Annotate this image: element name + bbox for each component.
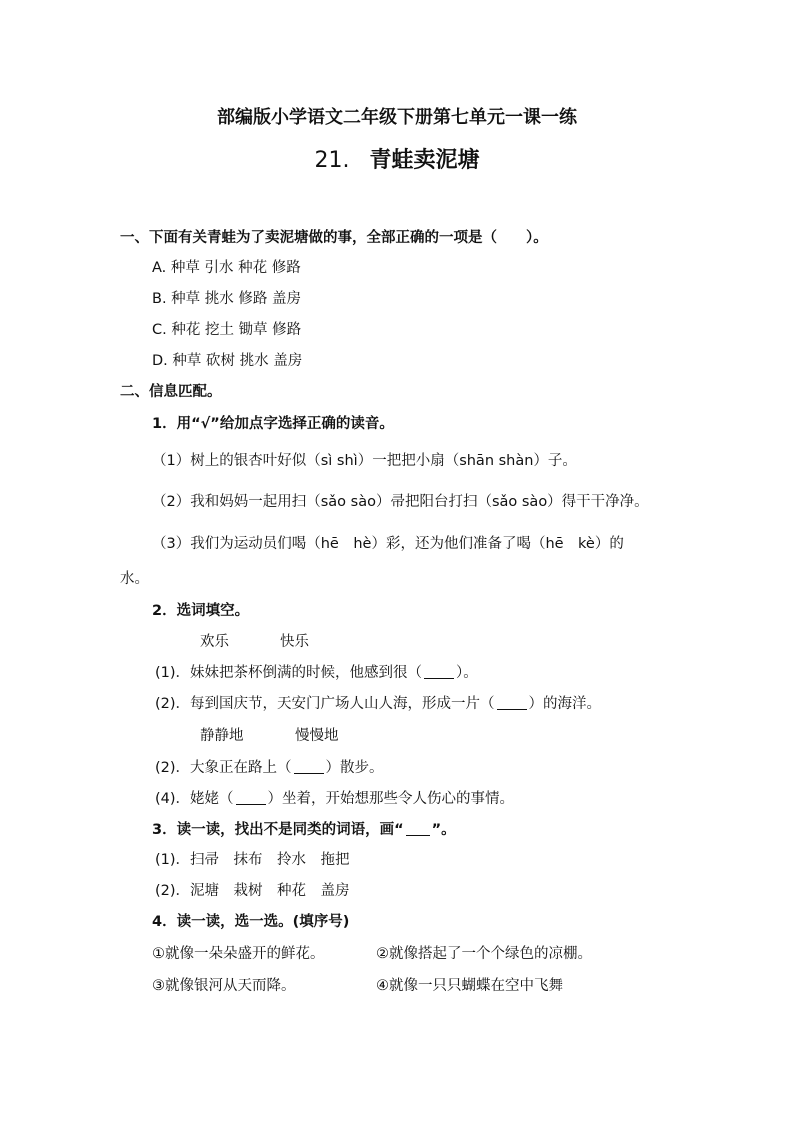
lesson-heading (0, 148, 794, 174)
q1-option-d: D. 种草 砍树 挑水 盖房 (152, 353, 303, 369)
choice-option: ④就像一只只蝴蝶在空中飞舞 (376, 978, 563, 994)
fill-blank-item: (1)．妹妹把茶杯倒满的时候，他感到很（ ）。 (155, 665, 478, 681)
fill-blank-item: (2)．每到国庆节，天安门广场人山人海，形成一片（ ）的海洋。 (155, 696, 602, 712)
q2-part1-item: （2）我和妈妈一起用扫（sǎo sào）帚把阳台打扫（sǎo sào）得干干净净。 (152, 494, 649, 510)
lesson-number: 21. (314, 148, 350, 173)
q2-part1-title: 1．用“√”给加点字选择正确的读音。 (152, 416, 394, 432)
answer-blank[interactable] (236, 790, 266, 805)
fill-blank-item: (4)．姥姥（ ）坐着，开始想那些令人伤心的事情。 (155, 791, 515, 807)
q2-part1-item: （3）我们为运动员们喝（hē hè）彩，还为他们准备了喝（hē kè）的 (152, 536, 624, 552)
q1-option-c: C. 种花 挖土 锄草 修路 (152, 322, 302, 338)
q1-option-a: A. 种草 引水 种花 修路 (152, 260, 301, 276)
q2-part1-item-continuation: 水。 (120, 571, 149, 587)
choice-option: ③就像银河从天而降。 (152, 978, 296, 994)
q1-stem: 一、下面有关青蛙为了卖泥塘做的事，全部正确的一项是（ ）。 (120, 230, 548, 246)
word-choice: 快乐 (280, 634, 309, 650)
fill-blank-item: (2)．大象正在路上（ ）散步。 (155, 760, 384, 776)
word-group-item: (1)．扫帚 抹布 拎水 拖把 (155, 852, 350, 868)
q1-option-b: B. 种草 挑水 修路 盖房 (152, 291, 301, 307)
q2-part3-title: 3．读一读，找出不是同类的词语，画“ ”。 (152, 822, 456, 838)
q2-part4-title: 4．读一读，选一选。(填序号) (152, 914, 350, 930)
lesson-title: 青蛙卖泥塘 (369, 148, 480, 173)
underline-sample (406, 821, 430, 836)
answer-blank[interactable] (294, 759, 324, 774)
choice-option: ②就像搭起了一个个绿色的凉棚。 (376, 946, 592, 962)
word-choice: 静静地 (200, 728, 244, 744)
q2-part2-title: 2．选词填空。 (152, 603, 250, 619)
worksheet-title: 部编版小学语文二年级下册第七单元一课一练 (217, 107, 577, 128)
word-group-item: (2)．泥塘 栽树 种花 盖房 (155, 883, 350, 899)
word-choice: 欢乐 (200, 634, 229, 650)
answer-blank[interactable] (424, 664, 454, 679)
choice-option: ①就像一朵朵盛开的鲜花。 (152, 946, 325, 962)
q2-heading: 二、信息匹配。 (120, 384, 222, 400)
answer-blank[interactable] (497, 695, 527, 710)
q2-part1-item: （1）树上的银杏叶好似（sì shì）一把把小扇（shān shàn）子。 (152, 453, 577, 469)
word-choice: 慢慢地 (295, 728, 339, 744)
